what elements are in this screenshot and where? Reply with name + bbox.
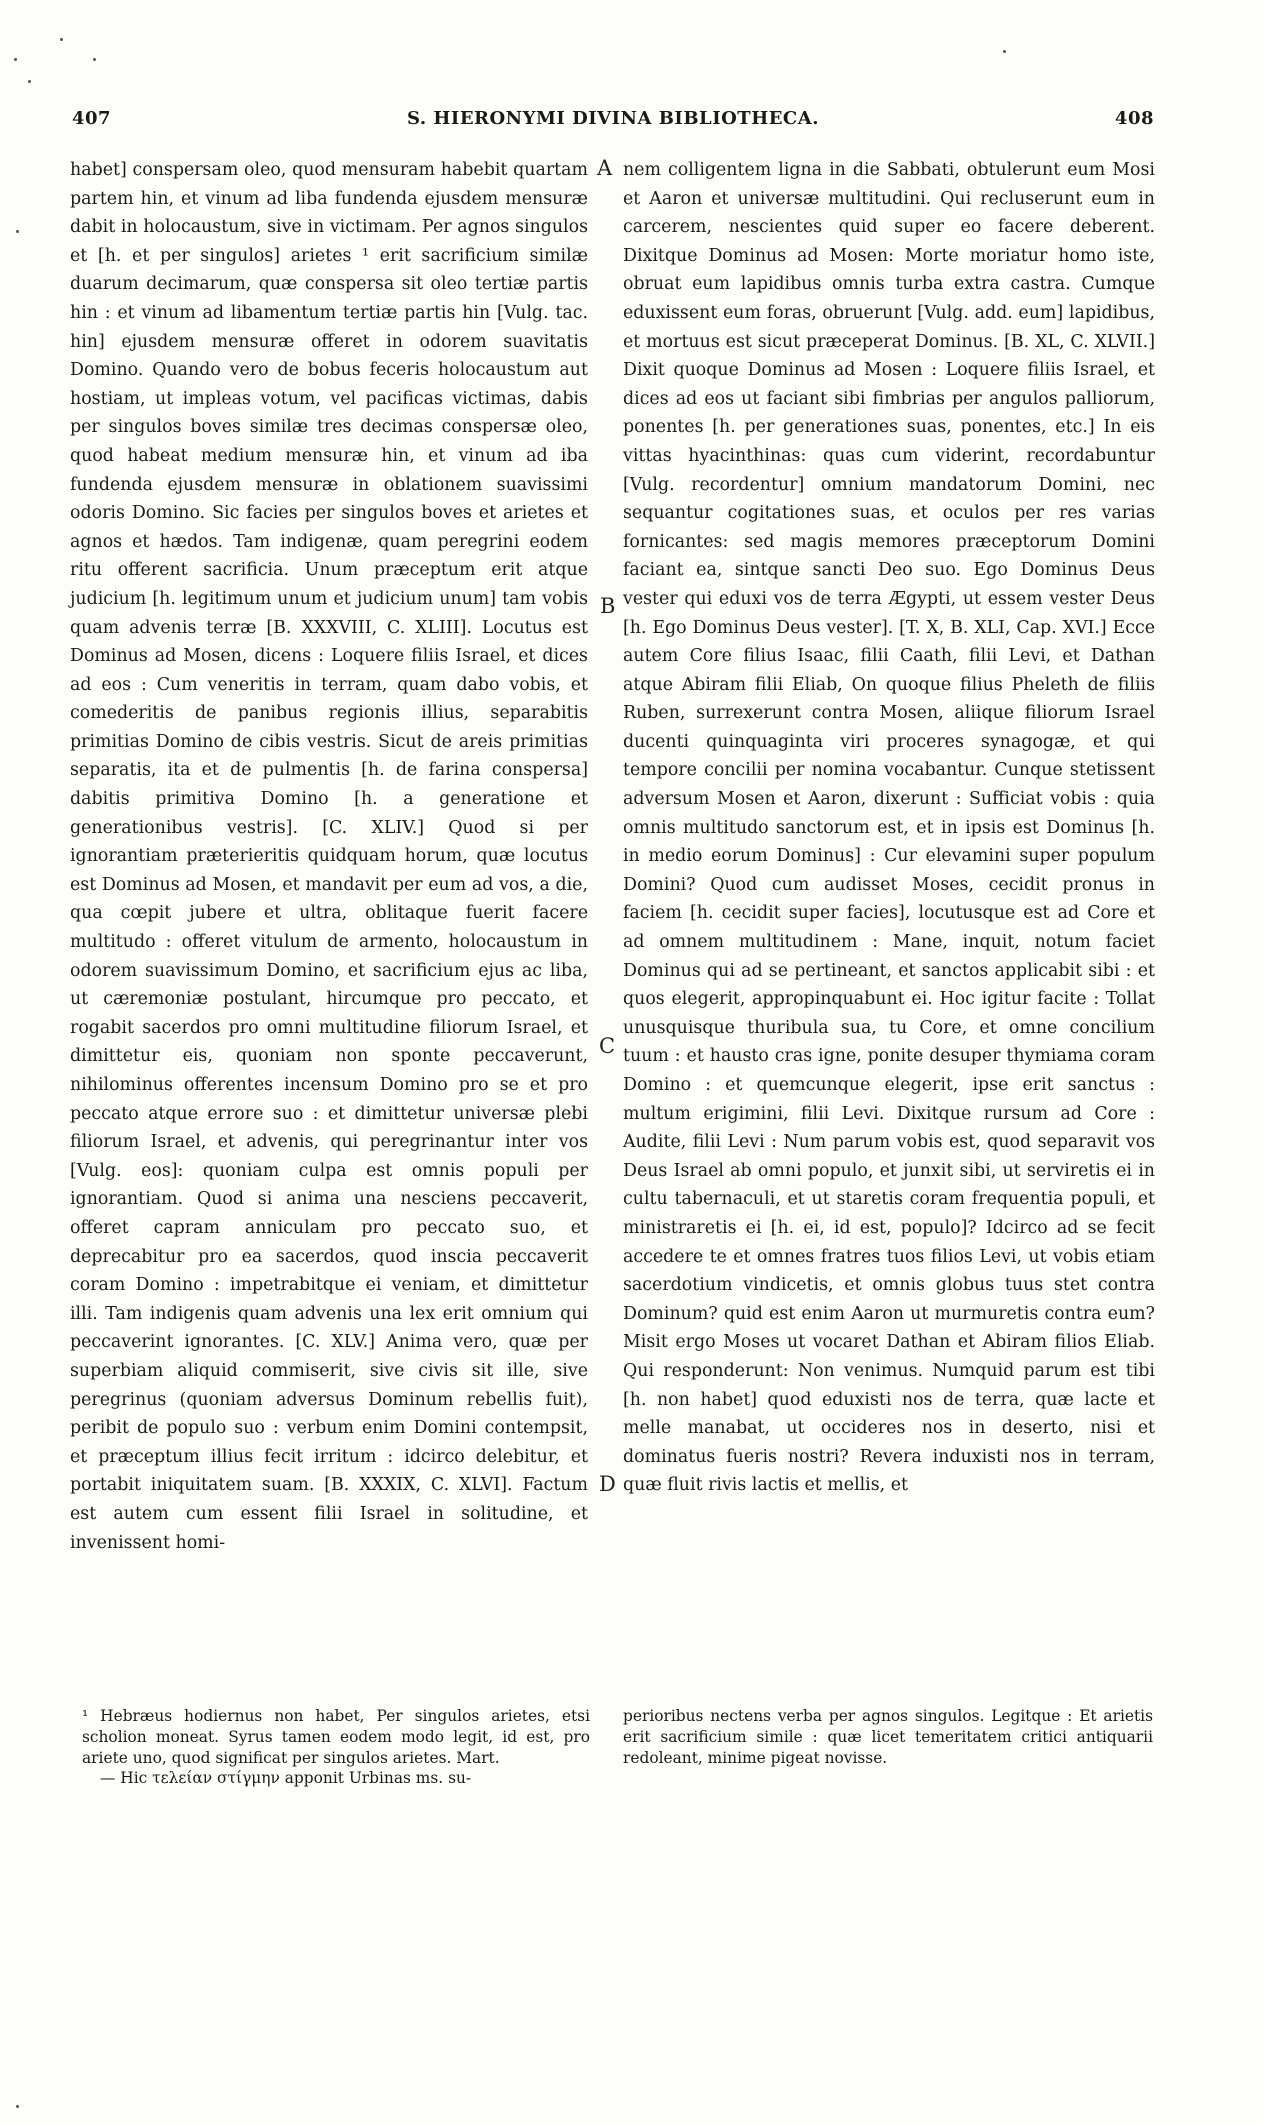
running-title: S. HIERONYMI DIVINA BIBLIOTHECA. <box>407 108 819 129</box>
running-header <box>72 108 1154 142</box>
left-column-text: habet] conspersam oleo, quod mensuram habebit quartam partem hin, et vinum ad liba fundenda ejusdem mensuræ dabit in holocaustum, sive in victimam. Per agnos singulos et [h. et per singulos] arietes ¹ erit sacrificium similæ duarum decimarum, quæ conspersa sit oleo tertiæ partis hin : et vinum ad libamentum tertiæ partis hin [Vulg. tac. hin] ejusdem mensuræ offeret in odorem suavitatis Domino. Quando vero de bobus feceris holocaustum aut hostiam, ut impleas votum, vel pacificas victimas, dabis per singulos boves similæ tres decimas conspersæ oleo, quod habeat medium mensuræ hin, et vinum ad iba fundenda ejusdem mensuræ in oblationem suavissimi odoris Domino. Sic facies per singulos boves et arietes et agnos et hædos. Tam indigenæ, quam peregrini eodem ritu offerent sacrificia. Unum præceptum erit atque judicium [h. legitimum unum et judicium unum] tam vobis quam advenis terræ [B. XXXVIII, C. XLIII]. Locutus est Dominus ad Mosen, dicens : Loquere filiis Israel, et dices ad eos : Cum veneritis in terram, quam dabo vobis, et comederitis de panibus regionis illius, separabitis primitias Domino de cibis vestris. Sicut de areis primitias separatis, ita et de pulmentis [h. de farina conspersa] dabitis primitiva Domino [h. a generatione et generationibus vestris]. [C. XLIV.] Quod si per ignorantiam præterieritis quidquam horum, quæ locutus est Dominus ad Mosen, et mandavit per eum ad vos, a die, qua cœpit jubere et ultra, oblitaque fuerit facere multitudo : offeret vitulum de armento, holocaustum in odorem suavissimum Domino, et sacrificium ejus ac liba, ut cæremoniæ postulant, hircumque pro peccato, et rogabit sacerdos pro omni multitudine filiorum Israel, et dimittetur eis, quoniam non sponte peccaverunt, nihilominus offerentes incensum Domino pro se et pro peccato atque errore suo : et dimittetur universæ plebi filiorum Israel, et advenis, qui peregrinantur inter vos [Vulg. eos]: quoniam culpa est omnis populi per ignorantiam. Quod si anima una nesciens peccaverit, offeret capram anniculam pro peccato suo, et deprecabitur pro ea sacerdos, quod inscia peccaverit coram Domino : impetrabitque ei veniam, et dimittetur illi. Tam indigenis quam advenis una lex erit omnium qui peccaverint ignorantes. [C. XLV.] Anima vero, quæ per superbiam aliquid commiserit, sive civis sit ille, sive peregrinus (quoniam adversus Dominum rebellis fuit), peribit de populo suo : verbum enim Domini contempsit, et præceptum illius fecit irritum : idcirco delebitur, et portabit iniquitatem suam. [B. XXXIX, C. XLVI]. Factum est autem cum essent filii Israel in solitudine, et invenissent homi- <box>70 160 588 1553</box>
footnote-1-continuation: — Hic τελείαν στίγμην apponit Urbinas ms. su- <box>100 1769 472 1788</box>
page-number-left: 407 <box>72 108 112 129</box>
left-column <box>70 156 588 1557</box>
margin-marker-c: C <box>599 1034 616 1058</box>
right-column-text: nem colligentem ligna in die Sabbati, obtulerunt eum Mosi et Aaron et universæ multitudini. Qui recluserunt eum in carcerem, nescientes quid super eo facere deberent. Dixitque Dominus ad Mosen: Morte moriatur homo iste, obruat eum lapidibus omnis turba extra castra. Cumque eduxissent eum foras, obruerunt [Vulg. add. eum] lapidibus, et mortuus est sicut præceperat Dominus. [B. XL, C. XLVII.] Dixit quoque Dominus ad Mosen : Loquere filiis Israel, et dices ad eos ut faciant sibi fimbrias per angulos palliorum, ponentes [h. per generationes suas, ponentes, etc.] In eis vittas hyacinthinas: quas cum viderint, recordabuntur [Vulg. recordentur] omnium mandatorum Domini, nec sequantur cogitationes suas, et oculos per res varias fornicantes: sed magis memores præceptorum Domini faciant ea, sintque sancti Deo suo. Ego Dominus Deus vester qui eduxi vos de terra Ægypti, ut essem vester Deus [h. Ego Dominus Deus vester]. [T. X, B. XLI, Cap. XVI.] Ecce autem Core filius Isaac, filii Caath, filii Levi, et Dathan atque Abiram filii Eliab, On quoque filius Pheleth de filiis Ruben, surrexerunt contra Mosen, aliique filiorum Israel ducenti quinquaginta viri proceres synagogæ, et qui tempore concilii per nomina vocabantur. Cunque stetissent adversum Mosen et Aaron, dixerunt : Sufficiat vobis : quia omnis multitudo sanctorum est, et in ipsis est Dominus [h. in medio eorum Dominus] : Cur elevamini super populum Domini? Quod cum audisset Moses, cecidit pronus in faciem [h. cecidit super facies], locutusque est ad Core et ad omnem multitudinem : Mane, inquit, notum faciet Dominus qui ad se pertineant, et sanctos applicabit sibi : et quos elegerit, appropinquabunt ei. Hoc igitur facite : Tollat unusquisque thuribula sua, tu Core, et omne concilium tuum : et hausto cras igne, ponite desuper thymiama coram Domino : et quemcunque elegerit, ipse erit sanctus : multum erigimini, filii Levi. Dixitque rursum ad Core : Audite, filii Levi : Num parum vobis est, quod separavit vos Deus Israel ab omni populo, et junxit sibi, ut serviretis ei in cultu tabernaculi, et ut staretis coram frequentia populi, et ministraretis ei [h. ei, id est, populo]? Idcirco ad se fecit accedere te et omnes fratres tuos filios Levi, ut vobis etiam sacerdotium vindicetis, et omnis globus tuus stet contra Dominum? quid est enim Aaron ut murmuretis contra eum? Misit ergo Moses ut vocaret Dathan et Abiram filios Eliab. Qui responderunt: Non venimus. Numquid parum est tibi [h. non habet] quod eduxisti nos de terra, quæ lacte et melle manabat, ut occideres nos in deserto, nisi et dominatus fueris nostri? Revera induxisti nos in terram, quæ fluit rivis lactis et mellis, et <box>623 160 1155 1496</box>
margin-marker-a: A <box>597 156 613 180</box>
page-number-right: 408 <box>1114 108 1154 129</box>
footnotes-left <box>82 1706 590 1789</box>
margin-marker-b: B <box>600 594 616 618</box>
footnotes-right <box>623 1706 1153 1768</box>
right-column <box>623 156 1155 1500</box>
footnote-right-text: perioribus nectens verba per agnos singulos. Legitque : Et arietis erit sacrificium simile : quæ licet temeritatem critici antiquarii redoleant, minime pigeat novisse. <box>623 1707 1153 1767</box>
margin-marker-d: D <box>599 1472 616 1496</box>
footnote-1: ¹ Hebræus hodiernus non habet, Per singulos arietes, etsi scholion moneat. Syrus tamen eodem modo legit, id est, pro ariete uno, quod significat per singulos arietes. Mart. <box>82 1707 590 1767</box>
